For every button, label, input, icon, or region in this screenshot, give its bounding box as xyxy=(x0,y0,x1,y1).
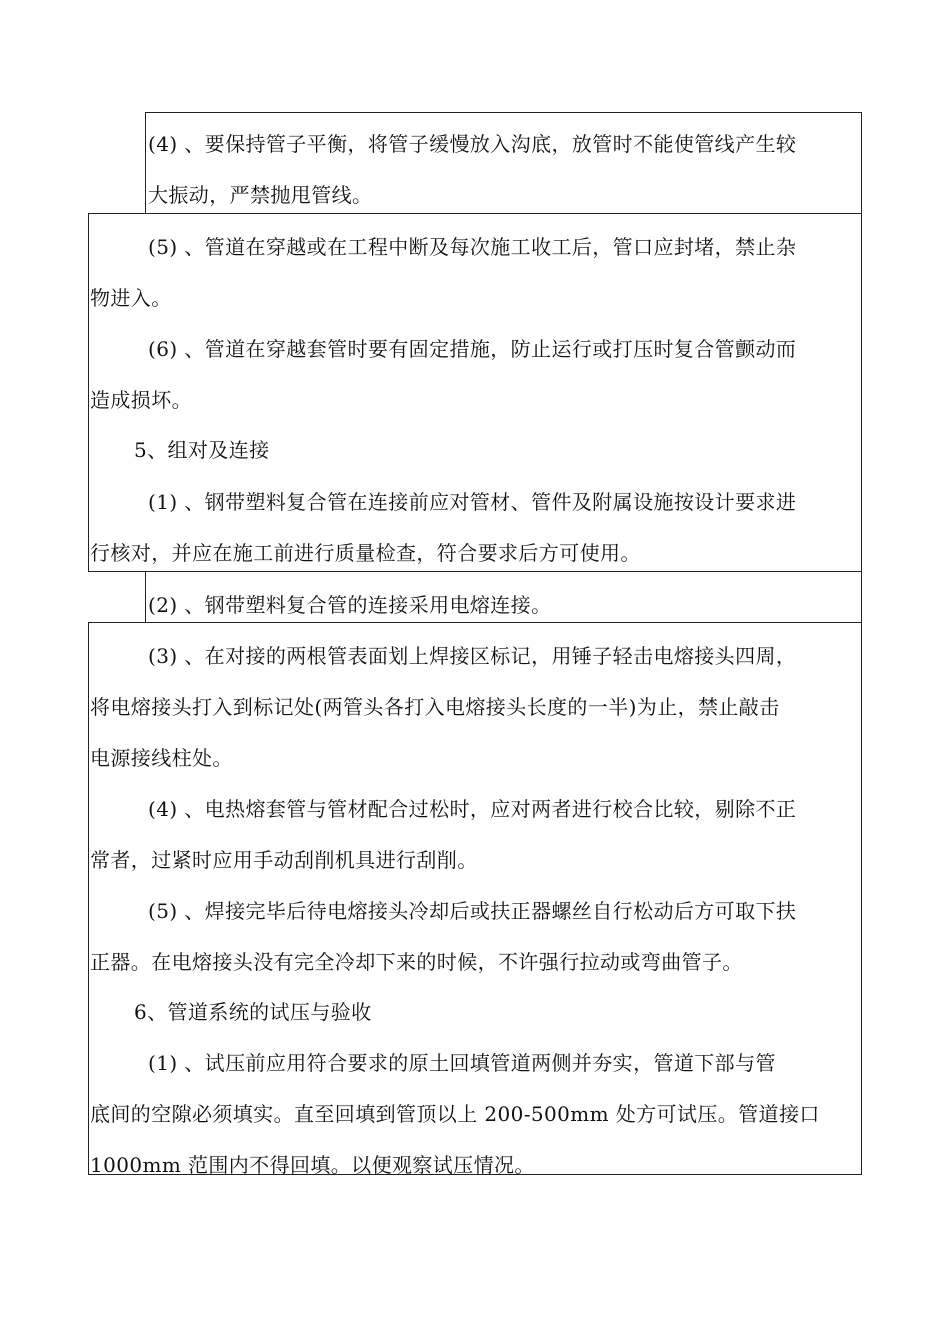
text-line: (5) 、焊接完毕后待电熔接头冷却后或扶正器螺丝自行松动后方可取下扶 xyxy=(148,899,797,923)
text-line: (1) 、试压前应用符合要求的原土回填管道两侧并夯实，管道下部与管 xyxy=(148,1051,776,1075)
text-line: (6) 、管道在穿越套管时要有固定措施，防止运行或打压时复合管颤动而 xyxy=(148,337,797,361)
text-line: (3) 、在对接的两根管表面划上焊接区标记，用锤子轻击电熔接头四周， xyxy=(148,644,797,668)
text-line: (4) 、电热熔套管与管材配合过松时，应对两者进行校合比较，剔除不正 xyxy=(148,797,797,821)
text-line: 常者，过紧时应用手动刮削机具进行刮削。 xyxy=(90,848,478,872)
table-cell-2 xyxy=(88,213,862,572)
text-line: (1) 、钢带塑料复合管在连接前应对管材、管件及附属设施按设计要求进 xyxy=(148,490,797,514)
section-heading: 6、管道系统的试压与验收 xyxy=(134,1000,372,1024)
text-line: (4) 、要保持管子平衡，将管子缓慢放入沟底，放管时不能使管线产生较 xyxy=(148,132,797,156)
text-line: 大振动，严禁抛甩管线。 xyxy=(148,183,373,207)
section-heading: 5、组对及连接 xyxy=(134,438,270,462)
text-line: 物进入。 xyxy=(90,286,172,310)
text-line: 1000mm 范围内不得回填。以便观察试压情况。 xyxy=(90,1153,535,1177)
text-line: 造成损坏。 xyxy=(90,388,192,412)
text-line: 将电熔接头打入到标记处(两管头各打入电熔接头长度的一半)为止，禁止敲击 xyxy=(90,695,780,719)
text-line: (5) 、管道在穿越或在工程中断及每次施工收工后，管口应封堵，禁止杂 xyxy=(148,235,797,259)
text-line: (2) 、钢带塑料复合管的连接采用电熔连接。 xyxy=(148,593,552,617)
text-line: 正器。在电熔接头没有完全冷却下来的时候，不许强行拉动或弯曲管子。 xyxy=(90,950,743,974)
text-line: 行核对，并应在施工前进行质量检查，符合要求后方可使用。 xyxy=(90,541,641,565)
text-line: 电源接线柱处。 xyxy=(90,746,233,770)
text-line: 底间的空隙必须填实。直至回填到管顶以上 200-500mm 处方可试压。管道接口 xyxy=(90,1102,820,1126)
